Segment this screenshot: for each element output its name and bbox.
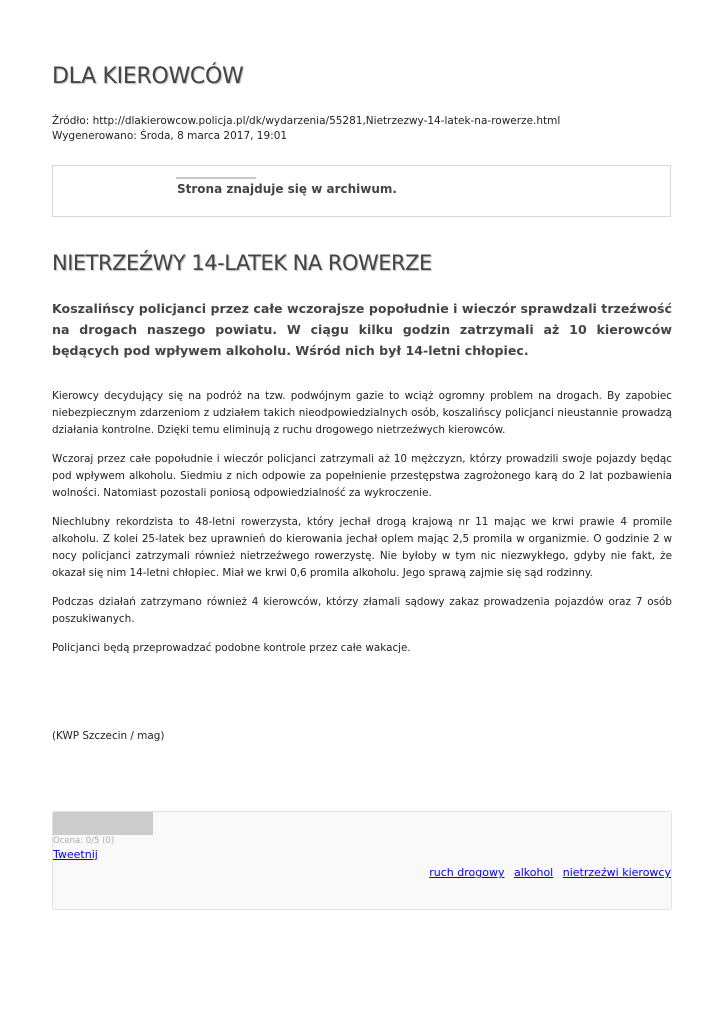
page-meta (52, 114, 692, 144)
article-paragraph: Podczas działań zatrzymano również 4 kierowców, którzy złamali sądowy zakaz prowadzenia pojazdów oraz 7 osób poszukiwanych. (52, 596, 672, 625)
rating-stars[interactable] (53, 812, 153, 835)
generated-date: Wygenerowano: Środa, 8 marca 2017, 19:01 (52, 130, 288, 142)
tag-link[interactable]: nietrzeźwi kierowcy (562, 866, 671, 879)
article-paragraph: Wczoraj przez całe popołudnie i wieczór policjanci zatrzymali aż 10 mężczyzn, którzy prowadzili swoje pojazdy będąc pod wpływem alkoholu. Siedmiu z nich odpowie za popełnienie przestępstwa zagrożonego karą do 2 lat pozbawienia wolności. Natomiast pozostali poniosą odpowiedzialność za wykroczenie. (52, 453, 672, 499)
archive-divider (176, 177, 256, 179)
tweet-link[interactable]: Tweetnij (53, 848, 98, 861)
article-body (52, 298, 672, 669)
archive-notice: Strona znajduje się w archiwum. (177, 182, 397, 196)
article-paragraph: Kierowcy decydujący się na podróż na tzw. podwójnym gazie to wciąż ogromny problem na drogach. By zapobiec niebezpiecznym zdarzeniom z udziałem takich nieodpowiedzialnych osób, koszalińscy policjanci nieustannie prowadzą działania kontrolne. Dzięki temu eliminują z ruchu drogowego nietrzeźwych kierowców. (52, 390, 672, 436)
article-footer (52, 811, 672, 910)
article-lead: Koszalińscy policjanci przez całe wczorajsze popołudnie i wieczór sprawdzali trzeźwość na drogach naszego powiatu. W ciągu kilku godzin zatrzymali aż 10 kierowców będących pod wpływem alkoholu. Wśród nich był 14-letni chłopiec. (52, 301, 672, 358)
article-signature: (KWP Szczecin / mag) (52, 730, 165, 742)
archive-notice-box (52, 165, 671, 217)
article-title: NIETRZEŹWY 14-LATEK NA ROWERZE (52, 251, 432, 275)
source-url: Źródło: http://dlakierowcow.policja.pl/dk/wydarzenia/55281,Nietrzezwy-14-latek-na-rowerze.html (52, 115, 561, 127)
article-paragraph: Niechlubny rekordzista to 48-letni rowerzysta, który jechał drogą krajową nr 11 mając we krwi prawie 4 promile alkoholu. Z kolei 25-latek bez uprawnień do kierowania jechał oplem mając 2,5 promila w organizmie. O godzinie 2 w nocy policjanci zatrzymali również nietrzeźwego rowerzystę. Nie byłoby w tym nic niezwykłego, gdyby nie fakt, że okazał się nim 14-letni chłopiec. Miał we krwi 0,6 promila alkoholu. Jego sprawą zajmie się sąd rodzinny. (52, 516, 672, 579)
site-title: DLA KIEROWCÓW (52, 64, 244, 89)
tag-link[interactable]: ruch drogowy (429, 866, 505, 879)
article-paragraph: Policjanci będą przeprowadzać podobne kontrole przez całe wakacje. (52, 642, 411, 654)
tag-list (423, 866, 671, 879)
rating-text: Ocena: 0/5 (0) (53, 836, 115, 846)
tag-link[interactable]: alkohol (513, 866, 554, 879)
